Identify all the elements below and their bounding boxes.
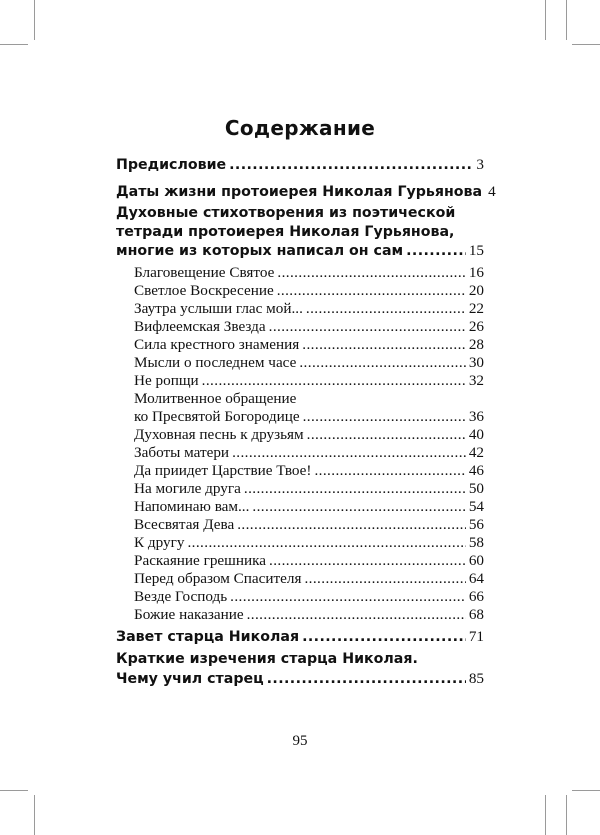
toc-entry-page: 28 xyxy=(468,336,484,353)
toc-entry xyxy=(134,444,484,462)
toc-entry xyxy=(134,606,484,624)
toc-entry xyxy=(134,534,484,552)
dot-leader xyxy=(247,606,466,624)
toc-entry-label: Раскаяние грешника xyxy=(134,552,267,569)
dot-leader xyxy=(299,354,465,372)
toc-entry-page: 4 xyxy=(488,183,496,200)
toc-entry-label: Везде Господь xyxy=(134,588,228,605)
toc-entry-label: Напоминаю вам... xyxy=(134,498,250,515)
toc-entry-label: Светлое Воскресение xyxy=(134,282,274,299)
toc-entry-page: 68 xyxy=(468,606,484,623)
toc-entry-line: Духовные стихотворения из поэтической xyxy=(116,205,456,221)
toc-entry-line: Молитвенное обращение xyxy=(134,390,297,407)
page-number: 95 xyxy=(292,733,308,749)
toc-entry xyxy=(134,498,484,516)
toc-entry-label: Вифлеемская Звезда xyxy=(134,318,266,335)
toc-entry-line: тетради протоиерея Николая Гурьянова, xyxy=(116,224,455,240)
toc-entry-page: 36 xyxy=(468,408,484,425)
toc-entry-page: 54 xyxy=(468,498,484,515)
dot-leader xyxy=(187,534,465,552)
toc-entry xyxy=(134,552,484,570)
toc-entry xyxy=(116,628,484,646)
toc-entry-page: 3 xyxy=(476,156,484,173)
toc-entry xyxy=(116,156,484,174)
dot-leader xyxy=(232,444,466,462)
toc-entry-page: 30 xyxy=(468,354,484,371)
dot-leader xyxy=(406,243,466,259)
toc-entry xyxy=(134,408,484,426)
toc-entry-label: К другу xyxy=(134,534,185,551)
dot-leader xyxy=(230,588,466,606)
dot-leader xyxy=(267,671,466,687)
toc-entry-label: Заботы матери xyxy=(134,444,230,461)
toc-entry-page: 22 xyxy=(468,300,484,317)
toc-entry-page: 66 xyxy=(468,588,484,605)
toc-entry-page: 50 xyxy=(468,480,484,497)
toc-entry-page: 16 xyxy=(468,264,484,281)
dot-leader xyxy=(269,552,466,570)
dot-leader xyxy=(314,462,465,480)
toc-entry-page: 85 xyxy=(468,670,484,687)
toc-entry-label: Духовная песнь к друзьям xyxy=(134,426,304,443)
toc-entry-label: Всесвятая Дева xyxy=(134,516,235,533)
toc-entry xyxy=(116,183,496,201)
toc-entry-page: 58 xyxy=(468,534,484,551)
toc-entry xyxy=(134,570,484,588)
dot-leader xyxy=(277,282,466,300)
toc-entry-label: Благовещение Святое xyxy=(134,264,275,281)
toc-entry-label: Да приидет Царствие Твое! xyxy=(134,462,312,479)
toc-entry-page: 42 xyxy=(468,444,484,461)
toc-entry-page: 32 xyxy=(468,372,484,389)
toc-entry xyxy=(134,588,484,606)
toc-entry-label: Завет старца Николая xyxy=(116,629,300,645)
dot-leader xyxy=(304,570,465,588)
dot-leader xyxy=(252,498,465,516)
page-title: Содержание xyxy=(224,116,376,140)
dot-leader xyxy=(202,372,466,390)
dot-leader xyxy=(303,408,466,426)
toc-entry-page: 46 xyxy=(468,462,484,479)
toc-entry xyxy=(134,318,484,336)
dot-leader xyxy=(269,318,466,336)
toc-entry-label: Перед образом Спасителя xyxy=(134,570,302,587)
dot-leader xyxy=(306,300,466,318)
toc-entry-label: многие из которых написал он сам xyxy=(116,243,404,259)
dot-leader xyxy=(229,157,473,173)
toc-entry xyxy=(134,282,484,300)
dot-leader xyxy=(244,480,466,498)
toc-entry-page: 40 xyxy=(468,426,484,443)
toc-entry-label: Чему учил старец xyxy=(116,671,264,687)
toc-entry-label: Даты жизни протоиерея Николая Гурьянова xyxy=(116,184,483,200)
dot-leader xyxy=(237,516,466,534)
toc-entry xyxy=(134,516,484,534)
toc-entry-page: 64 xyxy=(468,570,484,587)
toc-entry-label: Божие наказание xyxy=(134,606,244,623)
toc-entry xyxy=(134,354,484,372)
dot-leader xyxy=(307,426,466,444)
toc-entry-label: Сила крестного знамения xyxy=(134,336,300,353)
toc-entry-label: Предисловие xyxy=(116,157,227,173)
toc-entry xyxy=(134,480,484,498)
toc-entry-label: Не ропщи xyxy=(134,372,199,389)
toc-entry xyxy=(116,242,484,260)
toc-entry xyxy=(134,462,484,480)
toc-entry-label: ко Пресвятой Богородице xyxy=(134,408,300,425)
toc-entry-label: На могиле друга xyxy=(134,480,241,497)
toc-entry xyxy=(134,372,484,390)
toc-entry-page: 56 xyxy=(468,516,484,533)
toc-entry-label: Заутра услыши глас мой... xyxy=(134,300,303,317)
dot-leader xyxy=(277,264,465,282)
toc-entry xyxy=(134,336,484,354)
toc-entry xyxy=(134,426,484,444)
toc-entry-page: 20 xyxy=(468,282,484,299)
toc-entry-label: Мысли о последнем часе xyxy=(134,354,297,371)
dot-leader xyxy=(302,336,466,354)
toc-entry-page: 26 xyxy=(468,318,484,335)
toc-entry xyxy=(116,670,484,688)
toc-entry-page: 15 xyxy=(468,242,484,259)
toc-entry-page: 71 xyxy=(468,628,484,645)
toc-entry xyxy=(134,300,484,318)
toc-entry-line: Краткие изречения старца Николая. xyxy=(116,651,418,667)
dot-leader xyxy=(302,629,466,645)
toc-entry xyxy=(134,264,484,282)
toc-entry-page: 60 xyxy=(468,552,484,569)
